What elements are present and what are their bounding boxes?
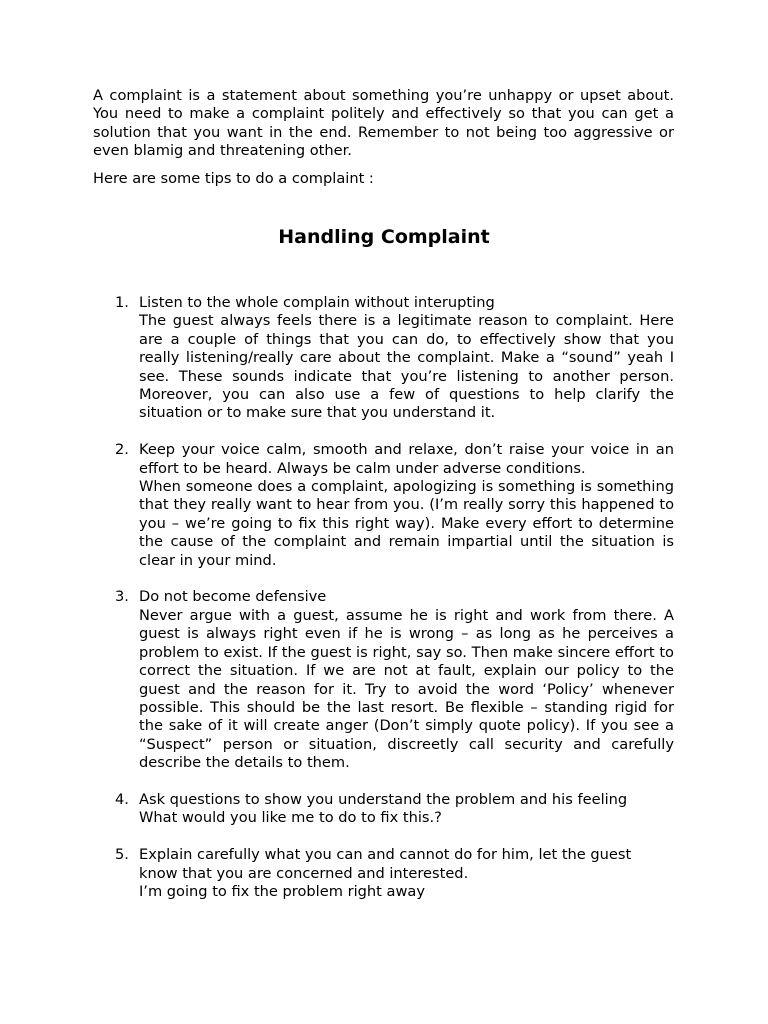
list-number: 1. xyxy=(115,294,129,311)
list-number: 2. xyxy=(115,441,129,459)
tips-intro-line: Here are some tips to do a complaint : xyxy=(93,170,374,187)
item-heading: Keep your voice calm, smooth and relaxe, don’t raise your voice in an effort to be heard. Always be calm under adverse conditions. xyxy=(139,441,674,477)
page-title: Handling Complaint xyxy=(278,226,490,248)
item-heading: Explain carefully what you can and cannot do for him, let the guest know that you are concerned and interested. xyxy=(139,846,632,882)
intro-paragraph: A complaint is a statement about something you’re unhappy or upset about. You need to make a complaint politely and effectively so that you can get a solution that you want in the end. Remember to not being too aggressive or even blamig and threatening other. xyxy=(93,87,674,160)
item-text: When someone does a complaint, apologizing is something is something that they really want to hear from you. (I’m really sorry this happened to you – we’re going to fix this right way). Make every effort to determine the cause of the complaint and remain impartial until the situation is clear in your mind. xyxy=(139,478,674,569)
list-item xyxy=(93,791,674,828)
list-item xyxy=(93,294,674,423)
item-text: The guest always feels there is a legitimate reason to complaint. Here are a couple of things that you can do, to effectively show that you really listening/really care about the complaint. Make a “sound” yeah I see. These sounds indicate that you’re listening to another person. Moreover, you can also use a few of questions to help clarify the situation or to make sure that you understand it. xyxy=(139,312,674,422)
list-item xyxy=(93,588,674,772)
item-heading: Ask questions to show you understand the problem and his feeling xyxy=(139,790,628,808)
list-item xyxy=(93,846,674,901)
item-heading: Do not become defensive xyxy=(139,588,327,606)
list-item xyxy=(93,441,674,570)
item-heading: Listen to the whole complain without interupting xyxy=(139,294,495,311)
item-text: I’m going to fix the problem right away xyxy=(139,882,425,900)
list-number: 4. xyxy=(115,790,129,808)
list-number: 3. xyxy=(115,588,129,606)
item-text: Never argue with a guest, assume he is right and work from there. A guest is always right even if he is wrong – as long as he perceives a problem to exist. If the guest is right, say so. Then make sincere effort to correct the situation. If we are not at fault, explain our policy to the guest and the reason for it. Try to avoid the word ‘Policy’ whenever possible. This should be the last resort. Be flexible – standing rigid for the sake of it will create anger (Don’t simply quote policy). If you see a “Suspect” person or situation, discreetly call security and carefully describe the details to them. xyxy=(139,606,674,772)
tips-list xyxy=(93,294,674,920)
item-text: What would you like me to do to fix this.? xyxy=(139,809,442,827)
list-number: 5. xyxy=(115,846,129,864)
